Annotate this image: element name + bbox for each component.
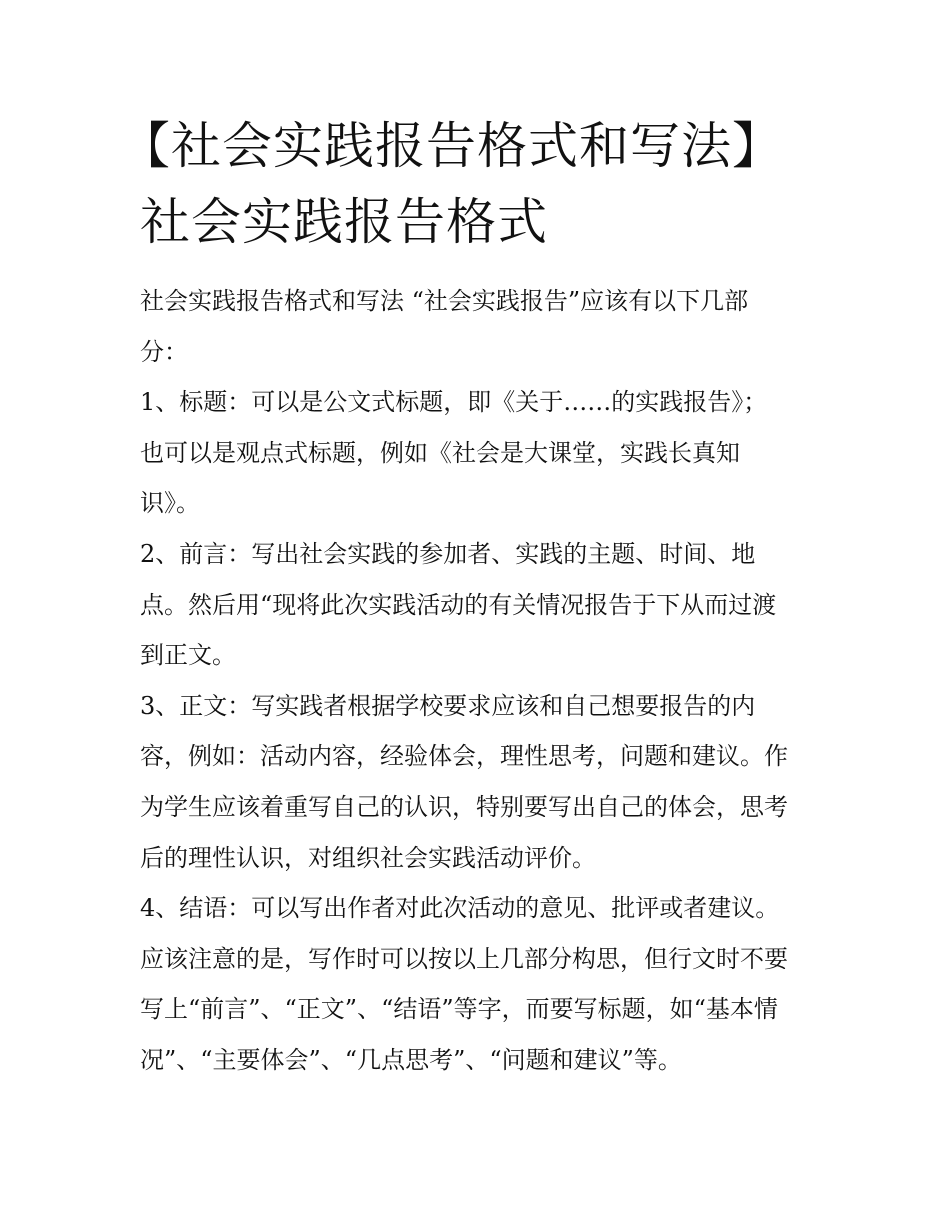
body-line: 3、正文：写实践者根据学校要求应该和自己想要报告的内 (140, 691, 756, 720)
body-line: 后的理性认识，对组织社会实践活动评价。 (140, 843, 596, 872)
body-line: 况”、“主要体会”、“几点思考”、“问题和建议”等。 (140, 1045, 682, 1074)
body-line: 2、前言：写出社会实践的参加者、实践的主题、时间、地 (140, 539, 756, 568)
title-line-2: 社会实践报告格式 (140, 193, 548, 251)
body-line: 社会实践报告格式和写法 “社会实践报告”应该有以下几部 (140, 287, 749, 315)
body-line: 也可以是观点式标题，例如《社会是大课堂，实践长真知 (140, 438, 740, 467)
body-line: 为学生应该着重写自己的认识，特别要写出自己的体会，思考 (140, 792, 788, 821)
body-line: 4、结语：可以写出作者对此次活动的意见、批评或者建议。 (140, 894, 780, 923)
body-line: 应该注意的是，写作时可以按以上几部分构思，但行文时不要 (140, 944, 788, 973)
body-line: 识》。 (140, 489, 200, 518)
body-line: 到正文。 (140, 641, 236, 670)
document-title (120, 108, 840, 260)
body-line: 容，例如：活动内容，经验体会，理性思考，问题和建议。作 (140, 742, 788, 771)
body-line: 分： (140, 337, 188, 366)
document-body (140, 276, 820, 1086)
title-line-1: 【社会实践报告格式和写法】 (120, 117, 783, 175)
body-line: 1、标题：可以是公文式标题，即《关于……的实践报告》； (140, 388, 768, 417)
body-line: 点。然后用“现将此次实践活动的有关情况报告于下从而过渡 (140, 590, 777, 619)
body-line: 写上“前言”、“正文”、“结语”等字，而要写标题，如“基本情 (140, 995, 778, 1024)
